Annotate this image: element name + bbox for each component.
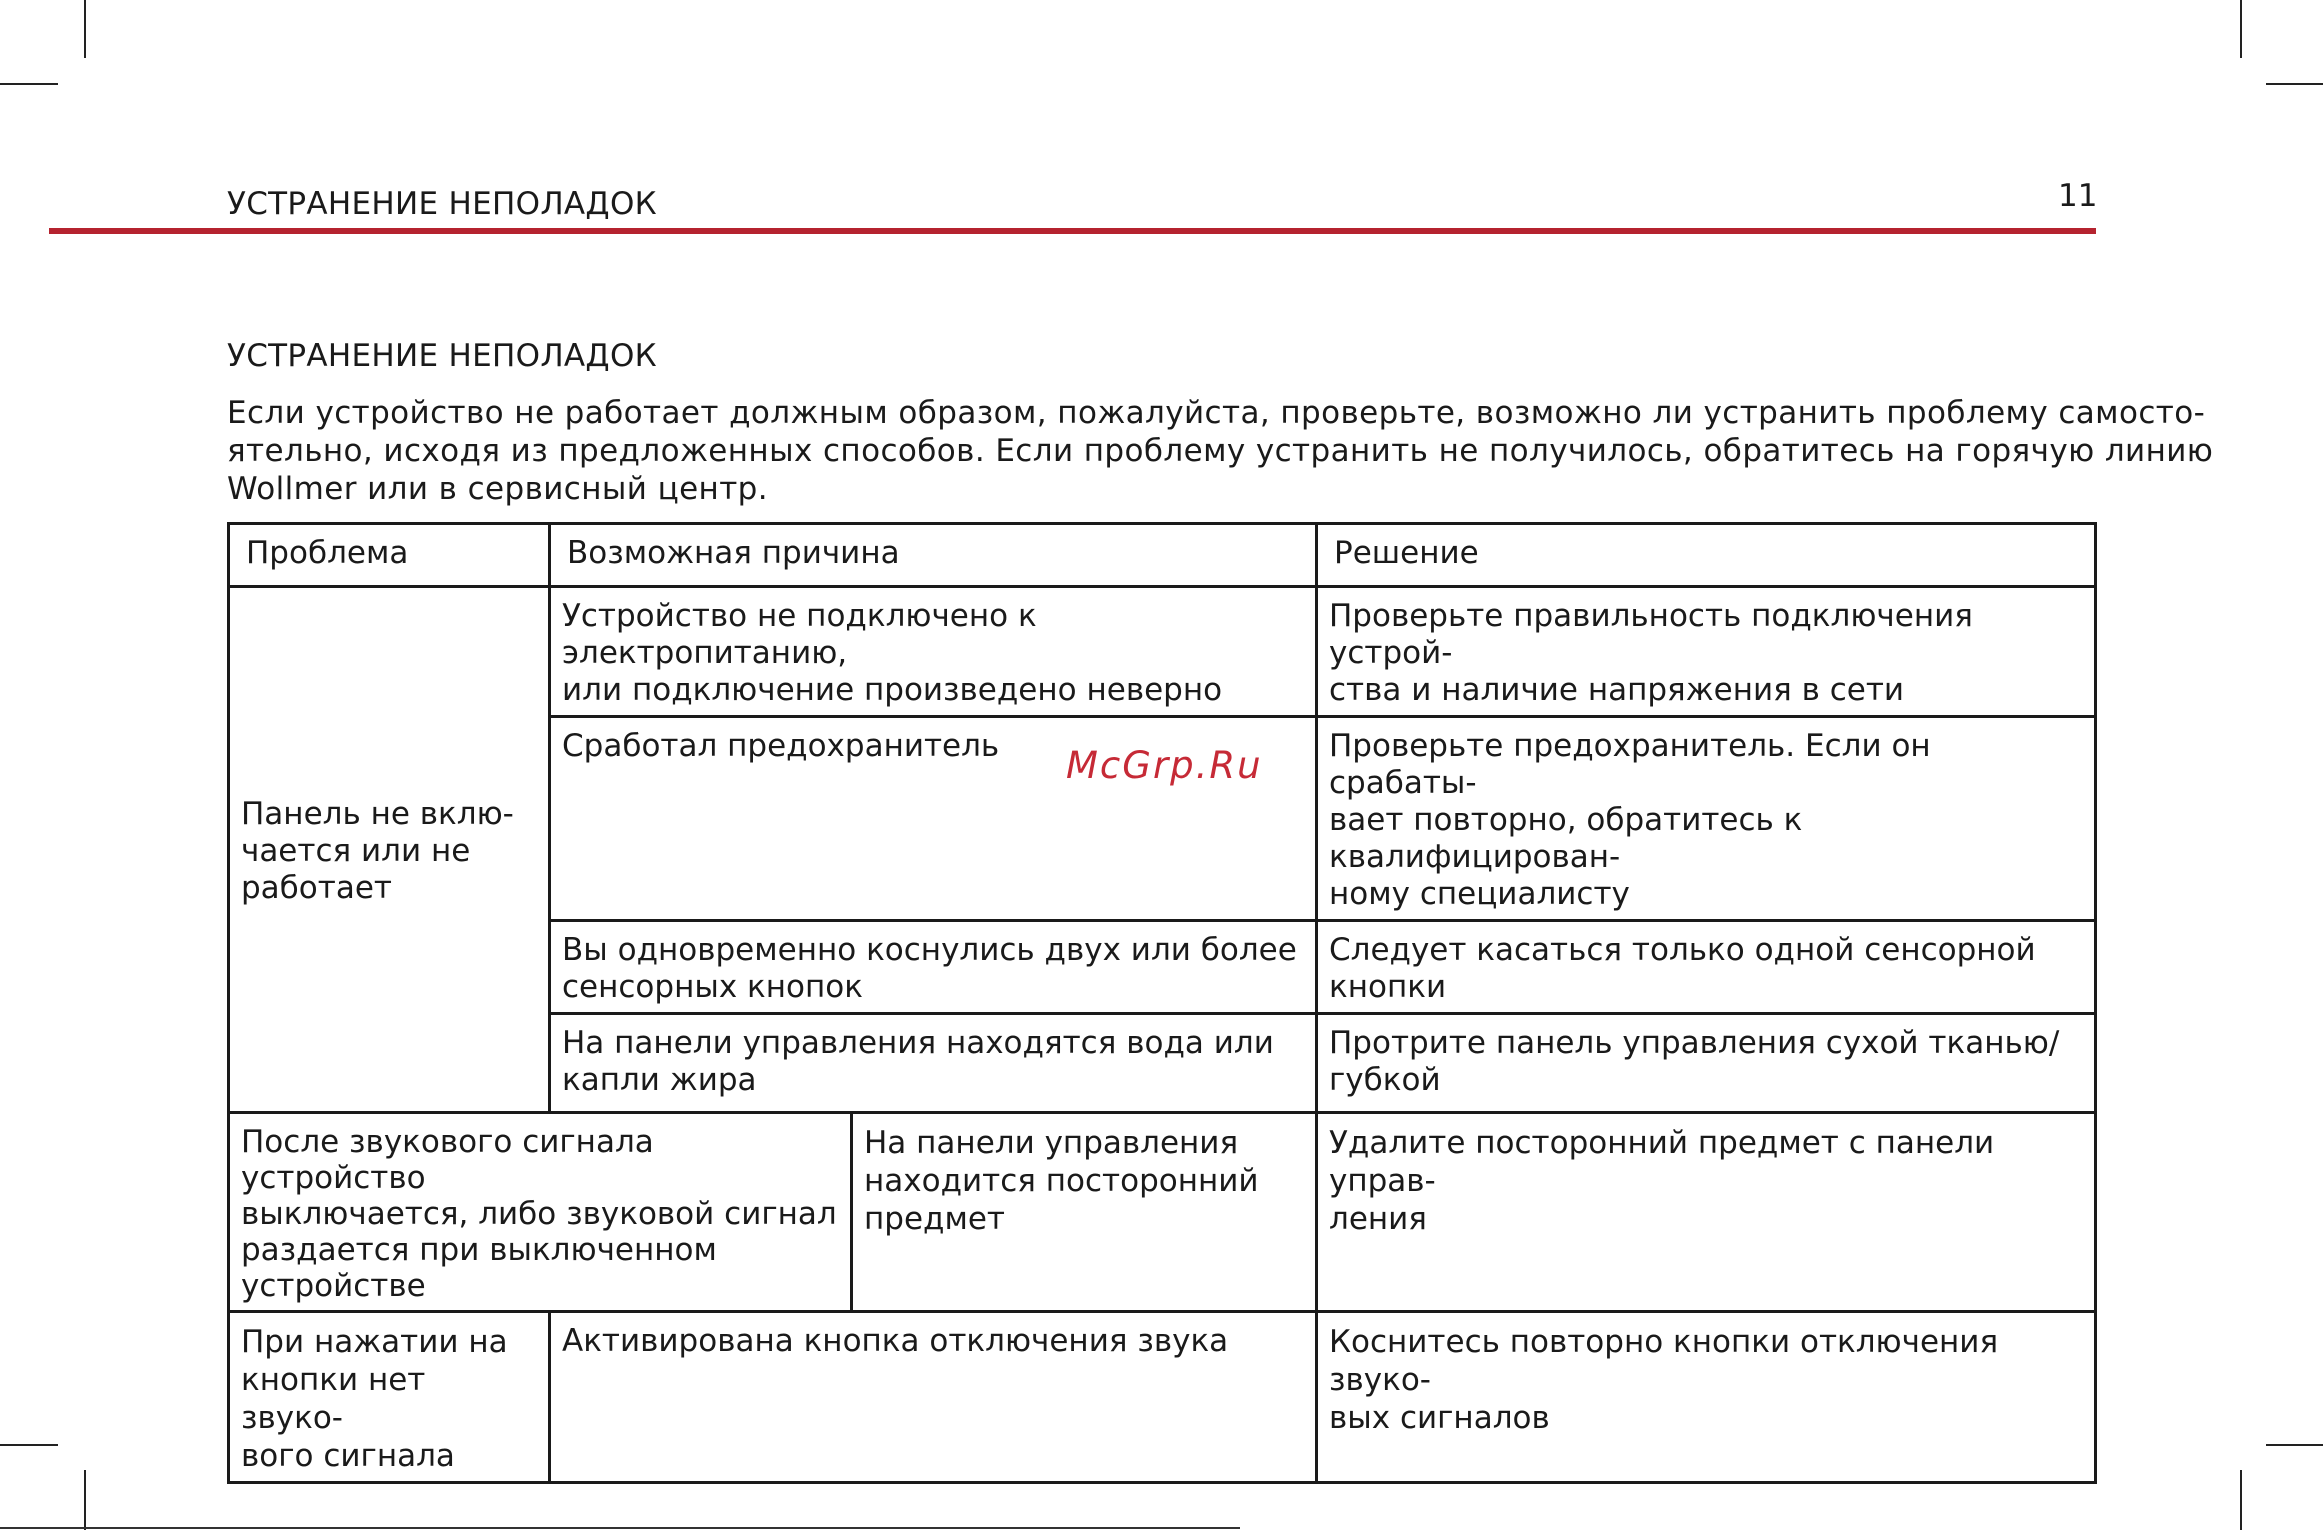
cause-cell: Сработал предохранитель [550, 717, 1317, 921]
crop-mark [2266, 1444, 2323, 1446]
problem-cell: Панель не вклю- чается или не работает [229, 587, 550, 1113]
solution-cell: Следует касаться только одной сенсорной кнопки [1317, 921, 2096, 1014]
cause-cell: На панели управления находятся вода или капли жира [550, 1014, 1317, 1113]
cause-cell: Вы одновременно коснулись двух или более сенсорных кнопок [550, 921, 1317, 1014]
table-header-row [229, 524, 2096, 587]
cause-cell: На панели управления находится посторонний предмет [852, 1113, 1317, 1312]
section-title: УСТРАНЕНИЕ НЕПОЛАДОК [227, 338, 657, 374]
header-rule [49, 228, 2096, 234]
running-header-title: УСТРАНЕНИЕ НЕПОЛАДОК [227, 186, 657, 222]
crop-mark [0, 83, 58, 85]
header-cause: Возможная причина [550, 524, 1317, 587]
solution-cell: Удалите посторонний предмет с панели управ- ления [1317, 1113, 2096, 1312]
intro-line: Если устройство не работает должным образом, пожалуйста, проверьте, возможно ли устранить проблему самосто- [227, 395, 2206, 431]
solution-cell: Проверьте предохранитель. Если он срабаты- вает повторно, обратитесь к квалифицирован- ному специалисту [1317, 717, 2096, 921]
problem-cell: При нажатии на кнопки нет звуко- вого сигнала [229, 1312, 550, 1483]
bottom-rule [0, 1527, 1240, 1529]
table-row [229, 1113, 2096, 1312]
table-row [229, 1312, 2096, 1483]
table-row [229, 587, 2096, 717]
cause-cell: Устройство не подключено к электропитанию, или подключение произведено неверно [550, 587, 1317, 717]
crop-mark [0, 1444, 58, 1446]
problem-cell: После звукового сигнала устройство выключается, либо звуковой сигнал раздается при выключенном устройстве [229, 1113, 852, 1312]
header-problem: Проблема [229, 524, 550, 587]
intro-paragraph [227, 394, 2214, 508]
solution-cell: Проверьте правильность подключения устрой- ства и наличие напряжения в сети [1317, 587, 2096, 717]
page-number: 11 [2058, 178, 2098, 214]
intro-line: ятельно, исходя из предложенных способов. Если проблему устранить не получилось, обратитесь на горячую линию [227, 433, 2214, 469]
intro-line: Wollmer или в сервисный центр. [227, 471, 769, 507]
crop-mark [84, 0, 86, 58]
troubleshooting-table [227, 522, 2097, 1484]
solution-cell: Протрите панель управления сухой тканью/ губкой [1317, 1014, 2096, 1113]
crop-mark [84, 1470, 86, 1530]
crop-mark [2240, 1470, 2242, 1530]
solution-cell: Коснитесь повторно кнопки отключения звуко- вых сигналов [1317, 1312, 2096, 1483]
header-solution: Решение [1317, 524, 2096, 587]
cause-cell: Активирована кнопка отключения звука [550, 1312, 1317, 1483]
crop-mark [2240, 0, 2242, 58]
watermark-logo: McGrp.Ru [1066, 744, 1263, 787]
crop-mark [2266, 83, 2323, 85]
